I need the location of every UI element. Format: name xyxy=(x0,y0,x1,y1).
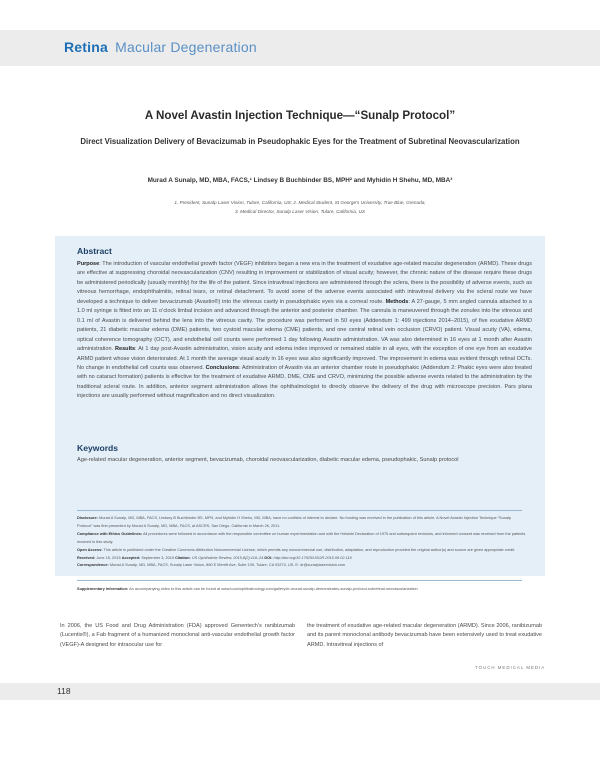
section-name: Retina xyxy=(64,39,108,55)
citation-text: US Ophthalmic Review, 2015;8(2):118–24 xyxy=(190,555,265,560)
subsection-name: Macular Degeneration xyxy=(115,39,257,55)
body-column-right: the treatment of exudative age-related macular degeneration (ARMD). Since 2006, ranibizumab and its parent monoclonal antibody bevacizumab have been extensively used to treat exudative ARMD. Intravitreal injections of xyxy=(307,623,542,648)
methods-text: : A 27-gauge, 5 mm angled cannula attached to a 1.0 ml syringe is fitted into an 11 o’clock limbal incision and advanced through the anterior and posterior chamber. The cannula is maneuvered through the zonules into the vitreous and 0.1 ml of Avastin is delivered behind the lens into the vitreous cavity. The procedure was performed in 50 eyes (Addendum 1: 499 injections 2014–2015), of five exudative ARMD patients, 21 diabetic macular edema (DME) patients, two cystoid macular edema (CME) patients, and one central retinal vein occlusion (CRVO) patient. Visual acuity (VA), edema, optical coherence tomography (OCT), and endothelial cell counts were performed 1 day following Avastin administration. VA was also determined in 16 eyes at 1 month after Avastin administration. xyxy=(77,298,533,353)
affiliations xyxy=(60,198,540,216)
section-header xyxy=(64,39,257,55)
disclosure-label: Disclosure: xyxy=(77,516,98,520)
abstract-heading: Abstract xyxy=(77,246,112,256)
publisher-brand: TOUCH MEDICAL MEDIA xyxy=(475,665,546,670)
compliance xyxy=(77,531,527,547)
results-text: : At 1 day post-Avastin administration, vision acuity and edema index improved or remained stable in all eyes, with the exception of one eye from an exudative ARMD patient whose vision deteriorated. At 1 month the average visual acuity in 16 eyes was also significantly improved. The improvement in edema was evident through retinal OCTs. No change in endothelial cell counts was observed. xyxy=(77,346,532,371)
purpose-label: Purpose xyxy=(77,261,100,267)
abstract-text xyxy=(77,260,532,402)
affiliation-line: 1. President, Sunalp Laser Vision, Tulare, California, US; 2. Medical Student, St George’s University, True Blue, Grenada; xyxy=(174,200,426,205)
supplementary-info xyxy=(77,586,527,594)
correspondence-label: Correspondence: xyxy=(77,563,109,568)
doi-link[interactable]: http://doi.org/10.17925/USOR.2015.08.02.118 xyxy=(272,555,352,560)
metadata-divider xyxy=(77,510,522,511)
supplementary-link[interactable]: An accompanying video to this article can be found at www.touchophthalmology.com/gallery/dr-murad-sunalp-demonstrates-sunalp-protocol-subretinal-neovascularization xyxy=(128,587,418,591)
compliance-text: All procedures were followed in accordance with the responsible committee on human experimentation and with the Helsinki Declaration of 1975 and subsequent revisions, and informed consent was received from the patients involved in this study. xyxy=(77,531,526,544)
supplementary-label: Supplementary Information: xyxy=(77,587,129,591)
conclusions-text: : Administration of Avastin via an anterior chamber route in pseudophakic (Addendum 2: Phakic eyes were also treated with no cataract formation) patients is effective for the treatment of exudative ARMD, DME, CME and CRVO, minimizing the possible adverse events related to the administration by the traditional scleral route. In addition, anterior segment administration allows the ophthalmologist to directly observe the delivery of the drug with microscope precision. Pars plana injections are usually performed without magnification and no direct visualization. xyxy=(77,364,532,400)
correspondence xyxy=(77,562,527,570)
disclosure xyxy=(77,515,527,531)
section-header-bar xyxy=(0,30,600,66)
open-access-text: This article is published under the Creative Commons Attribution Noncommercial License, which permits any noncommercial use, distribution, adaptation, and reproduction provided the original author(s) and source are given appropriate credit. xyxy=(102,547,516,552)
accepted-label: Accepted: xyxy=(121,555,141,560)
footer-bar xyxy=(0,683,600,700)
supplementary-divider xyxy=(77,580,522,581)
keywords-heading: Keywords xyxy=(77,443,119,453)
keywords-text: Age-related macular degeneration, anterior segment, bevacizumab, choroidal neovascularization, diabetic macular edema, pseudophakic, Sunalp protocol xyxy=(77,457,459,463)
dates-citation xyxy=(77,555,527,563)
accepted-date: September 3, 2015 xyxy=(140,555,176,560)
disclosure-text: Murad A Sunalp, MD, MBA, FACS, Lindsey B Buchbinder BS, MPH, and Myhidin H Shehu, MD, MBA, have no conflicts of interest to declare. No funding was received in the publication of this article. A Novel Avastin Injection Technique “Sunalp Protocol” was first presented by Murad A Sunalp, MD, MBA, FACS, at ASCRS, San Diego, California in March 26, 2011. xyxy=(77,516,511,528)
article-subtitle: Direct Visualization Delivery of Bevacizumab in Pseudophakic Eyes for the Treatment of Subretinal Neovascularization xyxy=(80,137,520,146)
page-number: 118 xyxy=(57,686,71,696)
article-title: A Novel Avastin Injection Technique—“Sunalp Protocol” xyxy=(144,109,456,122)
doi-label: DOI: xyxy=(264,555,273,560)
correspondence-text: Murad A Sunalp, MD, MBA, FACS, Sunalp Laser Vision, 880 E Merritt Ave, Suite 109, Tulare, CA 93274, US. E: dr@sunalplaservision.com xyxy=(108,563,346,568)
received-date: June 15, 2015 xyxy=(95,555,122,560)
compliance-label: Compliance with Ethics Guidelines: xyxy=(77,531,143,536)
purpose-text: : The introduction of vascular endothelial growth factor (VEGF) inhibitors began a new era in the treatment of exudative age-related macular degeneration (ARMD). These drugs are effective at suppressing choroidal neovascularization (CNV) resulting in improvement or stabilization of visual acuity; however, the chronic nature of the disease require these drugs be administered periodically (usually monthly) for the life of the patient. Since intravitreal injections are administered through the sclera, there is the possibility of adverse events, such as vitreous hemorrhage, endophthalmitis, retinal tears, or retinal detachment. To avoid some of the adverse events associated with intravitreal delivery via the scleral route we have developed a technique to deliver bevacizumab (Avastin®) into the vitreous cavity in pseudophakic eyes via a corneal route. xyxy=(77,261,532,305)
open-access-label: Open Access: xyxy=(77,547,103,552)
received-label: Received: xyxy=(77,555,96,560)
affiliation-line: 3. Medical Director, Sunalp Laser Vision, Tulare, California, US xyxy=(234,209,366,214)
citation-label: Citation: xyxy=(175,555,191,560)
conclusions-label: Conclusions xyxy=(205,364,239,371)
results-label: Results xyxy=(115,346,136,353)
author-list: Murad A Sunalp, MD, MBA, FACS,¹ Lindsey B Buchbinder BS, MPH² and Myhidin H Shehu, MD, MBA³ xyxy=(147,177,453,184)
article-metadata xyxy=(77,515,527,570)
open-access xyxy=(77,547,527,555)
methods-label: Methods xyxy=(385,298,409,305)
body-column-left: In 2006, the US Food and Drug Administration (FDA) approved Genentech’s ranibizumab (Lucentis®), a Fab fragment of a humanized monoclonal anti-vascular endothelial growth factor (VEGF)-A designed for intraocular use for xyxy=(60,623,295,648)
